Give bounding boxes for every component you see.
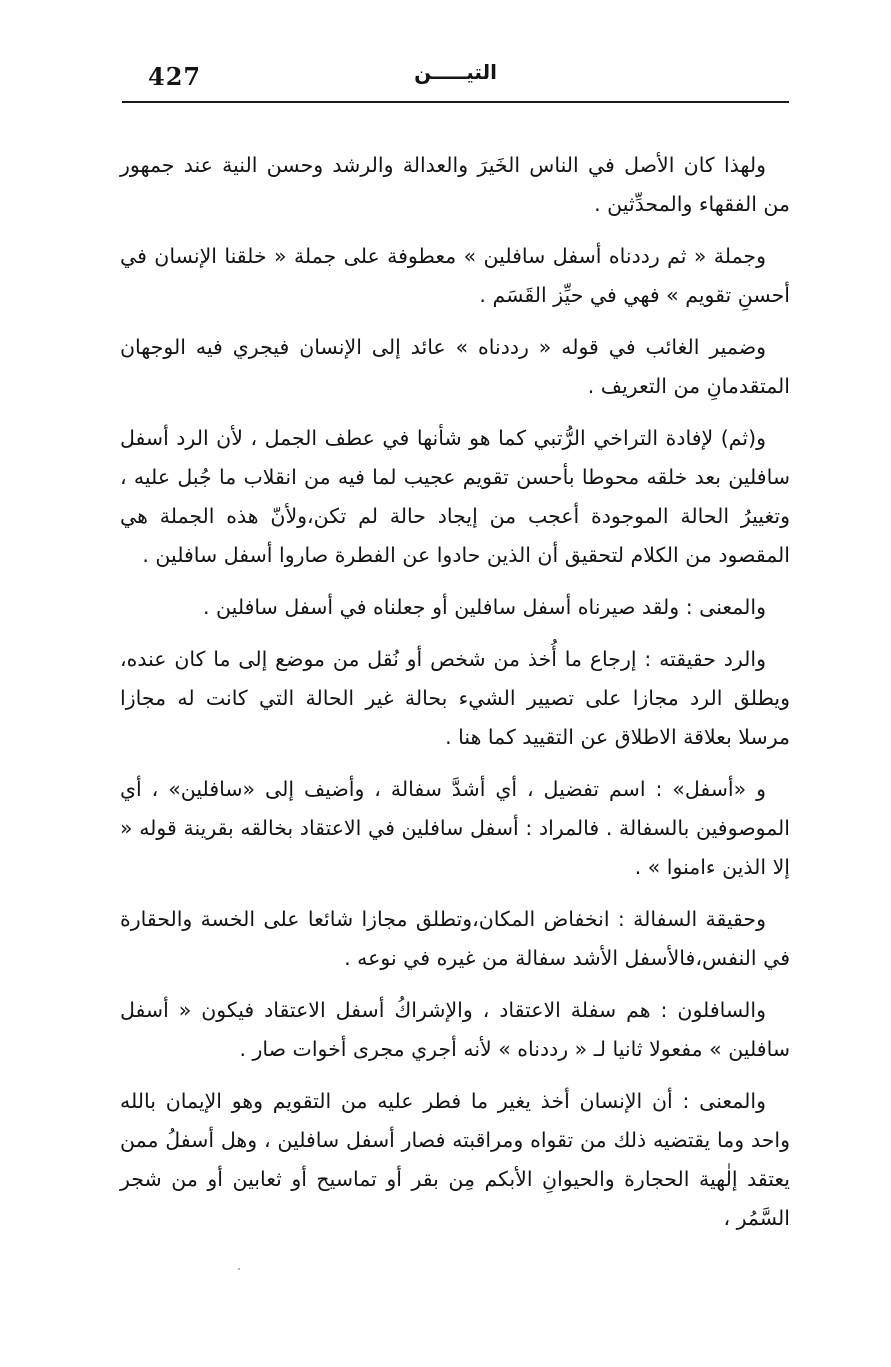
scan-speck xyxy=(238,1268,240,1270)
body-text xyxy=(120,146,790,1251)
paragraph-4: و(ثم) لإفادة التراخي الرُّتبي كما هو شأنها في عطف الجمل ، لأن الرد أسفل سافلين بعد خلقه محوطا بأحسن تقويم عجيب لما فيه من انقلاب ما جُبل عليه ، وتغييرُ الحالة الموجودة أعجب من إيجاد حالة لم تكن،ولأنّ هذه الجملة هي المقصود من الكلام لتحقيق أن الذين حادوا عن الفطرة صاروا أسفل سافلين . xyxy=(120,426,790,567)
paragraph-1: ولهذا كان الأصل في الناس الخَيرَ والعدالة والرشد وحسن النية عند جمهور من الفقهاء والمحدِّثين . xyxy=(120,153,790,216)
paragraph-5: والمعنى : ولقد صيرناه أسفل سافلين أو جعلناه في أسفل سافلين . xyxy=(203,595,766,619)
paragraph-3: وضمير الغائب في قوله « رددناه » عائد إلى الإنسان فيجري فيه الوجهان المتقدمانِ من التعريف . xyxy=(120,335,790,398)
header-rule xyxy=(122,101,789,103)
page-header xyxy=(122,58,789,104)
paragraph-8: وحقيقة السفالة : انخفاض المكان،وتطلق مجازا شائعا على الخسة والحقارة في النفس،فالأسفل الأشد سفالة من غيره في نوعه . xyxy=(120,907,790,970)
page-number: 427 xyxy=(148,62,202,91)
paragraph-7: و «أسفل» : اسم تفضيل ، أي أشدَّ سفالة ، وأضيف إلى «سافلين» ، أي الموصوفين بالسفالة . فالمراد : أسفل سافلين في الاعتقاد بخالقه بقرينة قوله « إلا الذين ءامنوا » . xyxy=(120,777,790,879)
paragraph-9: والسافلون : هم سفلة الاعتقاد ، والإشراكُ أسفل الاعتقاد فيكون « أسفل سافلين » مفعولا ثانيا لـ « رددناه » لأنه أجري مجرى أخوات صار . xyxy=(120,998,790,1061)
paragraph-10: والمعنى : أن الإنسان أخذ يغير ما فطر عليه من التقويم وهو الإيمان بالله واحد وما يقتضيه ذلك من تقواه ومراقبته فصار أسفل سافلين ، وهل أسفلُ ممن يعتقد إلٰهية الحجارة والحيوانِ الأبكم مِن بقر أو تماسيح أو ثعابين أو من شجر السَّمُر ، xyxy=(120,1089,790,1230)
paragraph-6: والرد حقيقته : إرجاع ما أُخذ من شخص أو نُقل من موضع إلى ما كان عنده، ويطلق الرد مجازا على تصيير الشيء بحالة غير الحالة التي كانت له مجازا مرسلا بعلاقة الاطلاق عن التقييد كما هنا . xyxy=(120,647,790,749)
running-title: التيـــــن xyxy=(414,60,497,84)
paragraph-2: وجملة « ثم رددناه أسفل سافلين » معطوفة على جملة « خلقنا الإنسان في أحسنِ تقويم » فهي في حيِّز القَسَم . xyxy=(120,244,790,307)
